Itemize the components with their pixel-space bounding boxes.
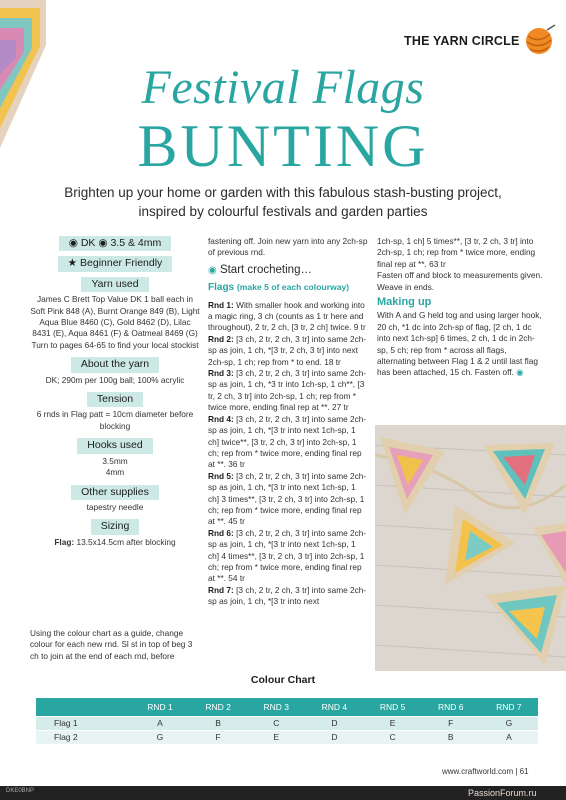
table-cell: C [247,716,305,730]
making-up-column [377,236,545,379]
round-3 [208,368,368,414]
subtitle: Brighten up your home or garden with this fabulous stash-busting project, inspired by colourful festivals and garden parties [64,185,502,219]
footer-url[interactable]: www.craftworld.com [442,767,514,776]
table-cell: B [422,730,480,744]
intro-text: fastening off. Join new yarn into any 2ch-sp of previous rnd. [208,236,368,258]
footer-code: DKE0BNP [6,788,35,794]
hook-size: 3.5 & 4mm [110,237,162,249]
round-label: Rnd 1: [208,299,234,310]
round-2 [208,334,368,368]
table-cell: Flag 1 [36,716,131,730]
title-script: Festival Flags [141,61,425,114]
table-header-cell: RND 5 [364,698,422,716]
hook-size-1: 3.5mm [102,455,128,466]
level-label: Beginner Friendly [80,257,163,270]
colour-instructions: Using the colour chart as a guide, change colour for each new rnd. Sl st in top of beg 3 ch to join at the end of each rnd, before [30,628,193,661]
table-cell: D [305,730,363,744]
table-cell: F [189,730,247,744]
circle-arrow-icon: ◉ [208,264,217,276]
yarn-ball-icon [522,24,556,58]
about-yarn-text: DK; 290m per 100g ball; 100% acrylic [45,374,185,385]
table-header-cell: RND 3 [247,698,305,716]
yarn-used-text: James C Brett Top Value DK 1 ball each in Soft Pink 848 (A), Burnt Orange 849 (B), Light Aqua Blue 8460 (C), Gold 8462 (D), Lilac 8431 (E), Aqua 8461 (F) & Oatmeal 8469 (G) Turn to pages 64-65 to find your local stockist [30,294,200,350]
table-cell: G [131,730,189,744]
round-5 [208,471,368,528]
footer-url-line [442,767,529,776]
info-column [30,236,200,554]
fasten-off-text: Fasten off and block to measurements given. Weave in ends. [377,270,543,292]
round-text: [3 ch, 2 tr, 2 ch, 3 tr] into same 2ch-sp as join, 1 ch, *[3 tr into next 1ch-sp, 1 ch] 4 times**, [3 tr, 2 ch, 3 tr] into 2ch-sp, 1 ch; rep from * twice more, ending final rep at **. 54 tr [208,527,367,584]
round-7 [208,585,368,608]
round-label: Rnd 2: [208,333,234,344]
table-cell: F [422,716,480,730]
round-text: With smaller hook and working into a magic ring, 3 ch (counts as 1 tr here and throughout), 2 tr, 2 ch, [3 tr, 2 ch] twice. 9 tr [208,299,366,333]
table-header-cell: RND 7 [480,698,538,716]
sizing-heading: Sizing [91,519,140,534]
tension-text: 6 rnds in Flag patt = 10cm diameter before blocking [36,409,194,431]
round-label: Rnd 5: [208,470,234,481]
round-label: Rnd 7: [208,584,234,595]
table-header-row [36,698,538,716]
colour-chart-title: Colour Chart [250,674,316,686]
footer-divider: | [515,767,520,776]
yarn-used-heading: Yarn used [81,277,148,292]
sizing-label: Flag: [54,536,75,547]
round-1 [208,300,368,334]
sizing-text: 13.5x14.5cm after blocking [76,536,176,547]
about-yarn-heading: About the yarn [71,357,159,372]
making-up-text: With A and G held tog and using larger hook, 20 ch, *1 dc into 2ch-sp of flag, [2 ch, 1 dc into next 1ch-sp] 6 times, 2 ch, 1 dc in 2ch-sp, 5 ch; rep from * across all flags, alternating between Flag 1 & 2 until last flag has been attached, 15 ch. Fasten off. [377,310,542,378]
table-cell: Flag 2 [36,730,131,744]
round-label: Rnd 4: [208,413,234,424]
round-text: [3 ch, 2 tr, 2 ch, 3 tr] into same 2ch-sp as join, 1 ch, *[3 tr, 2 ch, 3 tr] into next 2ch-sp, 1 ch; rep from * to end. 18 tr [208,333,367,367]
hook-icon: ◉ [98,237,108,249]
yarn-weight: DK [80,237,96,249]
table-cell: A [131,716,189,730]
table-cell: E [364,716,422,730]
start-heading [208,265,368,276]
round-label: Rnd 6: [208,527,234,538]
hooks-heading: Hooks used [77,438,152,453]
flags-heading [208,282,368,293]
round-label: Rnd 3: [208,368,234,379]
table-header-cell: RND 6 [422,698,480,716]
table-header-cell: RND 2 [189,698,247,716]
brand-name: THE YARN CIRCLE [404,34,520,48]
table-cell: B [189,716,247,730]
level-tag [58,256,173,271]
bunting-photo [375,425,566,671]
spec-tag [59,236,171,251]
round-6 [208,528,368,585]
watermark: PassionForum.ru [468,788,537,798]
start-heading-text: Start crocheting… [219,263,312,276]
table-cell: D [305,716,363,730]
round-text: [3 ch, 2 tr, 2 ch, 3 tr] into same 2ch-sp as join, 1 ch, *[3 tr into next 1ch-sp, 1 ch] twice**, [3 tr, 2 ch, 3 tr] into 2ch-sp, 1 ch; rep from * twice more, ending final rep at **. 36 tr [208,413,367,470]
round-text: [3 ch, 2 tr, 2 ch, 3 tr] into same 2ch-sp as join, 1 ch, *[3 tr into next [208,584,367,607]
end-marker-icon: ◉ [516,367,524,378]
flags-heading-text: Flags [208,282,235,294]
table-header-cell [36,698,131,716]
table-cell: E [247,730,305,744]
yarn-weight-icon: ◉ [68,237,78,249]
round-text: [3 ch, 2 tr, 2 ch, 3 tr] into same 2ch-sp as join, 1 ch, *[3 tr into next 1ch-sp, 1 ch] 3 times**, [3 tr, 2 ch, 3 tr] into 2ch-sp, 1 ch; rep from * twice more, ending final rep at **. 45 tr [208,470,367,527]
flags-subheading: (make 5 of each colourway) [236,282,350,293]
colour-chart-table [36,698,538,744]
other-supplies-text: tapestry needle [86,501,144,512]
table-header-cell: RND 1 [131,698,189,716]
table-cell: G [480,716,538,730]
table-header-cell: RND 4 [305,698,363,716]
title-main: BUNTING [137,113,429,179]
table-cell: C [364,730,422,744]
pattern-column [208,236,368,608]
hook-size-2: 4mm [105,467,125,478]
brand-logo [404,24,556,58]
round-7-continued: 1ch-sp, 1 ch] 5 times**, [3 tr, 2 ch, 3 tr] into 2ch-sp, 1 ch; rep from * twice more, ending final rep at **. 63 tr [377,236,536,269]
page-number: 61 [519,767,529,776]
making-up-heading: Making up [377,296,432,309]
round-text: [3 ch, 2 tr, 2 ch, 3 tr] into same 2ch-sp as join, 1 ch, *3 tr into 1ch-sp, 1 ch**, [3 tr, 2 ch, 3 tr] into 2ch-sp, 1 ch; rep from * twice more, ending final rep at **. 27 tr [208,368,367,413]
other-supplies-heading: Other supplies [71,485,159,500]
tension-heading: Tension [87,392,143,407]
star-icon: ★ [67,257,78,270]
round-4 [208,414,368,471]
table-row [36,716,538,730]
table-row [36,730,538,744]
table-cell: A [480,730,538,744]
